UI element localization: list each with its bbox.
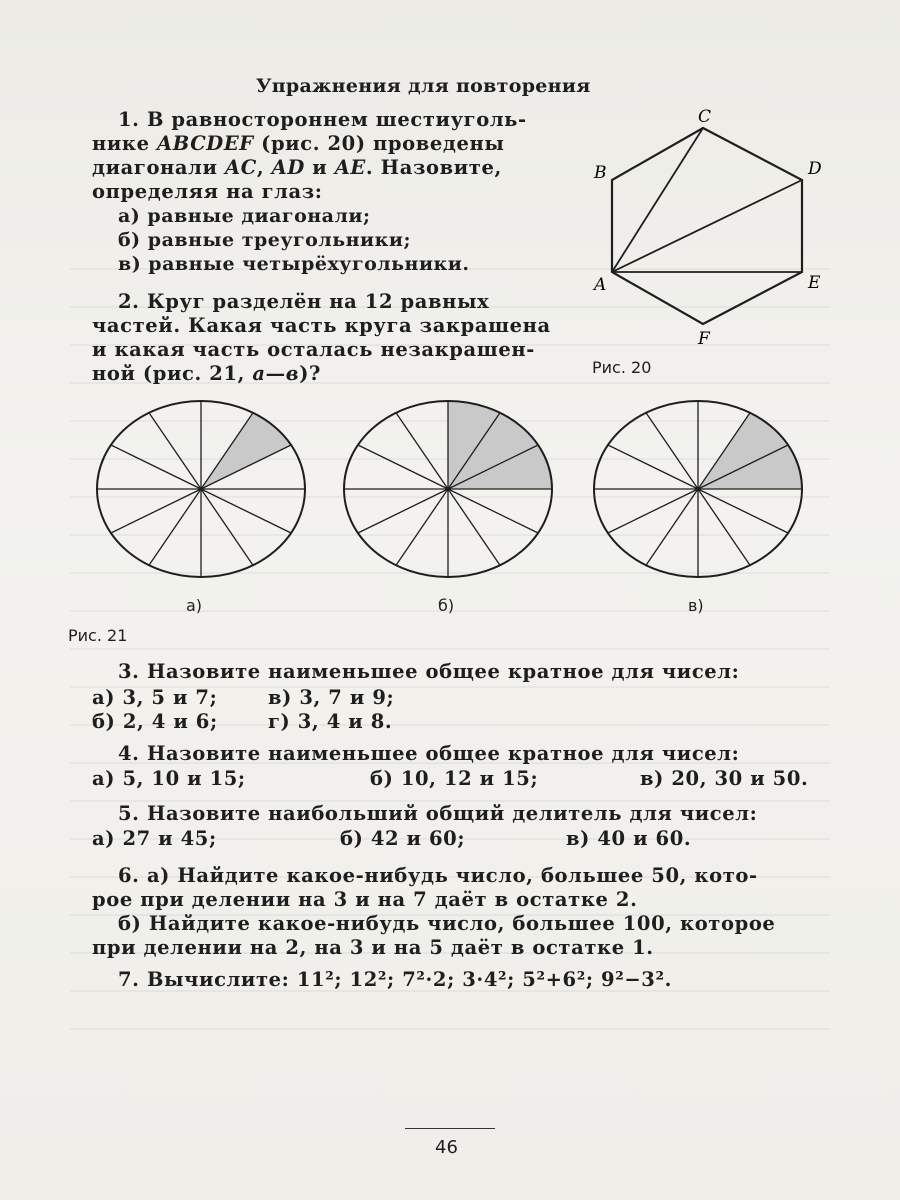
ex5-text: 5. Назовите наибольший общий делитель для чисел:	[118, 802, 758, 825]
sector-radius	[149, 413, 201, 489]
circle-label-b: б)	[438, 596, 455, 615]
sector-radius	[448, 489, 500, 565]
ex6-line-1: 6. а) Найдите какое-нибудь число, большее 50, кото-	[118, 864, 758, 887]
ex7-label: 7. Вычислите:	[118, 968, 290, 991]
ex3-item-b: б) 2, 4 и 6;	[92, 710, 218, 733]
sector-radius	[149, 489, 201, 565]
sector-radius	[358, 445, 448, 489]
sector-radius	[448, 489, 538, 533]
section-heading: Упражнения для повторения	[256, 75, 591, 97]
ex6-line-4: при делении на 2, на 3 и на 5 даёт в остатке 1.	[92, 936, 654, 959]
ex4-text: 4. Назовите наименьшее общее кратное для чисел:	[118, 742, 740, 765]
sector-radius	[111, 489, 201, 533]
ex2-line-1: 2. Круг разделён на 12 равных	[118, 290, 490, 313]
footer-rule	[405, 1128, 495, 1129]
sector-radius	[358, 489, 448, 533]
circle-label-c: в)	[688, 596, 704, 615]
ex3-text: 3. Назовите наименьшее общее кратное для чисел:	[118, 660, 740, 683]
circle-a	[97, 401, 305, 577]
ex6-line-3: б) Найдите какое-нибудь число, большее 100, которое	[118, 912, 776, 935]
sector-radius	[201, 489, 253, 565]
ex7-expression: 11²; 12²; 7²·2; 3·4²; 5²+6²; 9²−3².	[296, 968, 672, 991]
sector-radius	[396, 413, 448, 489]
vertex-label-b: B	[594, 163, 607, 183]
sector-radius	[698, 489, 750, 565]
ex2-line-2: частей. Какая часть круга закрашена	[92, 314, 551, 337]
sector-radius	[201, 489, 291, 533]
sector-radius	[646, 413, 698, 489]
ex4-item-c: в) 20, 30 и 50.	[640, 767, 809, 790]
ex5-item-a: а) 27 и 45;	[92, 827, 217, 850]
sector-radius	[111, 445, 201, 489]
circle-b	[344, 401, 552, 577]
ex1-item-c: в) равные четырёхугольники.	[118, 253, 470, 275]
ex4-item-a: а) 5, 10 и 15;	[92, 767, 246, 790]
sector-radius	[396, 489, 448, 565]
circle-c	[594, 401, 802, 577]
figure-21-circles	[80, 395, 820, 625]
ex4-item-b: б) 10, 12 и 15;	[370, 767, 539, 790]
sector-radius	[646, 489, 698, 565]
ex2-line-4: ной (рис. 21, а—в)?	[92, 362, 322, 385]
figure-21-caption: Рис. 21	[68, 626, 128, 645]
ex2-line-3: и какая часть осталась незакрашен-	[92, 338, 535, 361]
vertex-label-a: A	[594, 275, 607, 295]
circle-label-a: а)	[186, 596, 203, 615]
sector-radius	[608, 489, 698, 533]
ex1-line-4: определяя на глаз:	[92, 180, 323, 203]
ex3-item-d: г) 3, 4 и 8.	[268, 710, 393, 733]
ex1-line-2: нике ABCDEF (рис. 20) проведены	[92, 132, 505, 155]
page-number: 46	[435, 1137, 458, 1158]
ex7-line	[118, 968, 672, 991]
sector-radius	[608, 445, 698, 489]
ex1-line-3: диагонали AC, AD и AE. Назовите,	[92, 156, 502, 179]
figure-20-hexagon	[590, 100, 840, 360]
ex1-line-1: 1. В равностороннем шестиуголь-	[118, 108, 527, 131]
ex1-item-a: а) равные диагонали;	[118, 205, 371, 227]
ex1-item-b: б) равные треугольники;	[118, 229, 411, 251]
ex5-item-c: в) 40 и 60.	[566, 827, 692, 850]
ex6-line-2: рое при делении на 3 и на 7 даёт в остатке 2.	[92, 888, 638, 911]
sector-radius	[698, 489, 788, 533]
vertex-label-d: D	[808, 159, 822, 179]
ex3-item-a: а) 3, 5 и 7;	[92, 686, 218, 709]
vertex-label-f: F	[698, 329, 710, 349]
vertex-label-c: C	[698, 107, 712, 127]
ex5-item-b: б) 42 и 60;	[340, 827, 466, 850]
figure-20-caption: Рис. 20	[592, 358, 652, 377]
ex3-item-c: в) 3, 7 и 9;	[268, 686, 395, 709]
vertex-label-e: E	[808, 273, 821, 293]
